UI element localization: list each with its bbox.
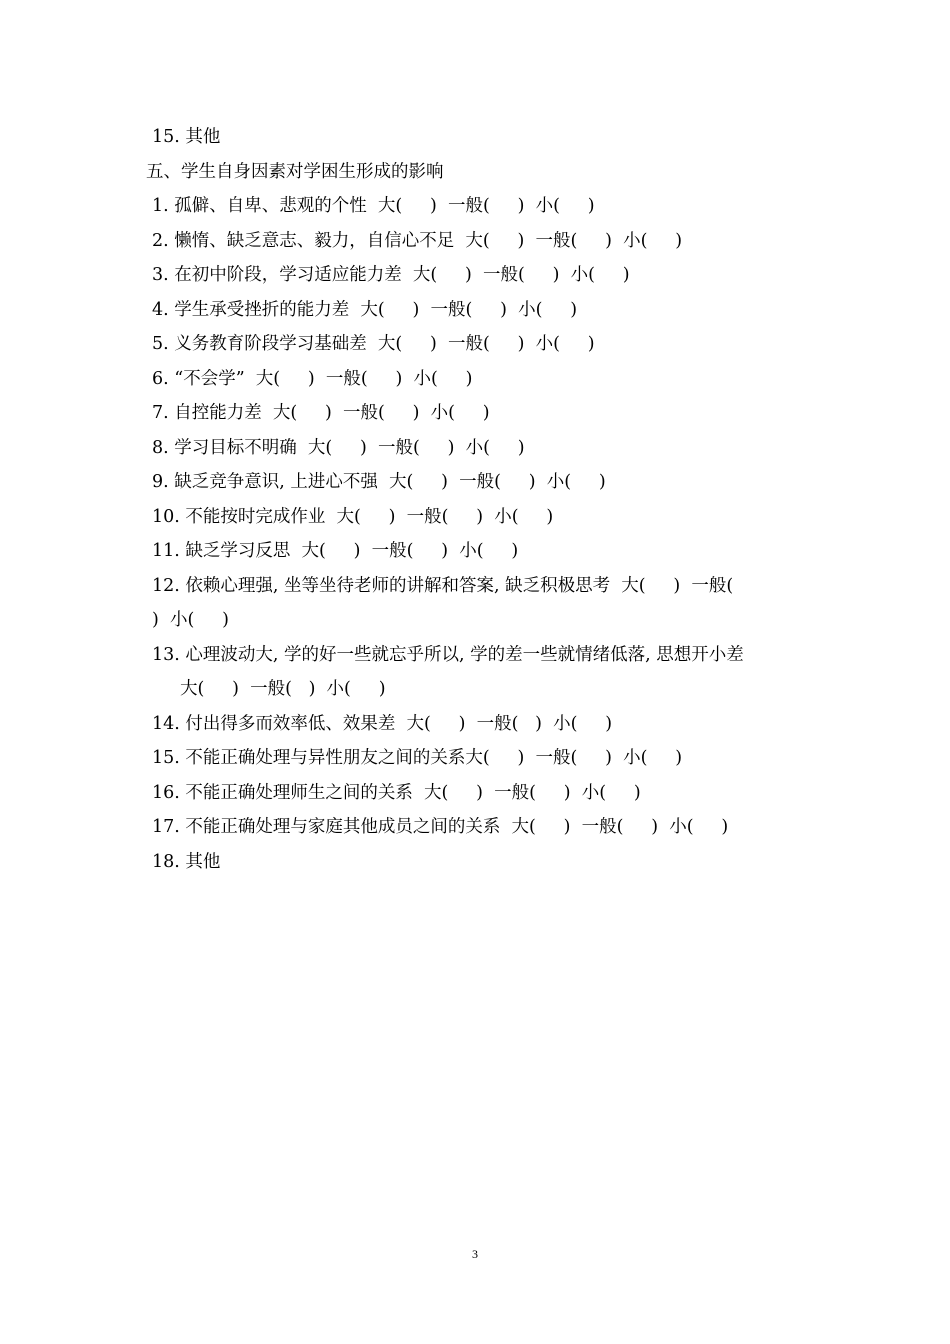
list-item: 10. 不能按时完成作业 大( ) 一般( ) 小( ) [152,506,554,527]
questionnaire-body [146,120,806,879]
list-item: 4. 学生承受挫折的能力差 大( ) 一般( ) 小( ) [152,299,578,320]
list-item: 17. 不能正确处理与家庭其他成员之间的关系 大( ) 一般( ) 小( ) [152,817,729,837]
list-item-line: 13. 心理波动大, 学的好一些就忘乎所以, 学的差一些就情绪低落, 思想开小差 [152,644,744,665]
list-item: 15. 不能正确处理与异性朋友之间的关系大( ) 一般( ) 小( ) [152,748,683,768]
list-item: 3. 在初中阶段，学习适应能力差 大( ) 一般( ) 小( ) [152,265,630,285]
list-item: 8. 学习目标不明确 大( ) 一般( ) 小( ) [152,437,525,458]
list-item-line: 12. 依赖心理强, 坐等坐待老师的讲解和答案, 缺乏积极思考 大( ) 一般( [152,575,734,596]
list-item: 14. 付出得多而效率低、效果差 大( ) 一般( ) 小( ) [152,713,613,734]
list-item-continuation: ) 小( ) [152,610,229,630]
list-item: 6. “不会学” 大( ) 一般( ) 小( ) [152,368,473,389]
list-item: 5. 义务教育阶段学习基础差 大( ) 一般( ) 小( ) [152,334,595,354]
list-item: 11. 缺乏学习反思 大( ) 一般( ) 小( ) [152,541,519,561]
list-item: 16. 不能正确处理师生之间的关系 大( ) 一般( ) 小( ) [152,782,641,803]
list-item: 7. 自控能力差 大( ) 一般( ) 小( ) [152,403,490,423]
list-item: 9. 缺乏竞争意识, 上进心不强 大( ) 一般( ) 小( ) [152,472,606,492]
list-item-continuation: 大( ) 一般( ) 小( ) [180,679,386,699]
list-item: 1. 孤僻、自卑、悲观的个性 大( ) 一般( ) 小( ) [152,196,595,216]
section-heading: 五、学生自身因素对学困生形成的影响 [146,161,444,182]
list-item: 2. 懒惰、缺乏意志、毅力，自信心不足 大( ) 一般( ) 小( ) [152,230,683,251]
list-item: 18. 其他 [152,851,221,872]
list-item: 15. 其他 [152,127,221,147]
page-number: 3 [472,1247,478,1261]
